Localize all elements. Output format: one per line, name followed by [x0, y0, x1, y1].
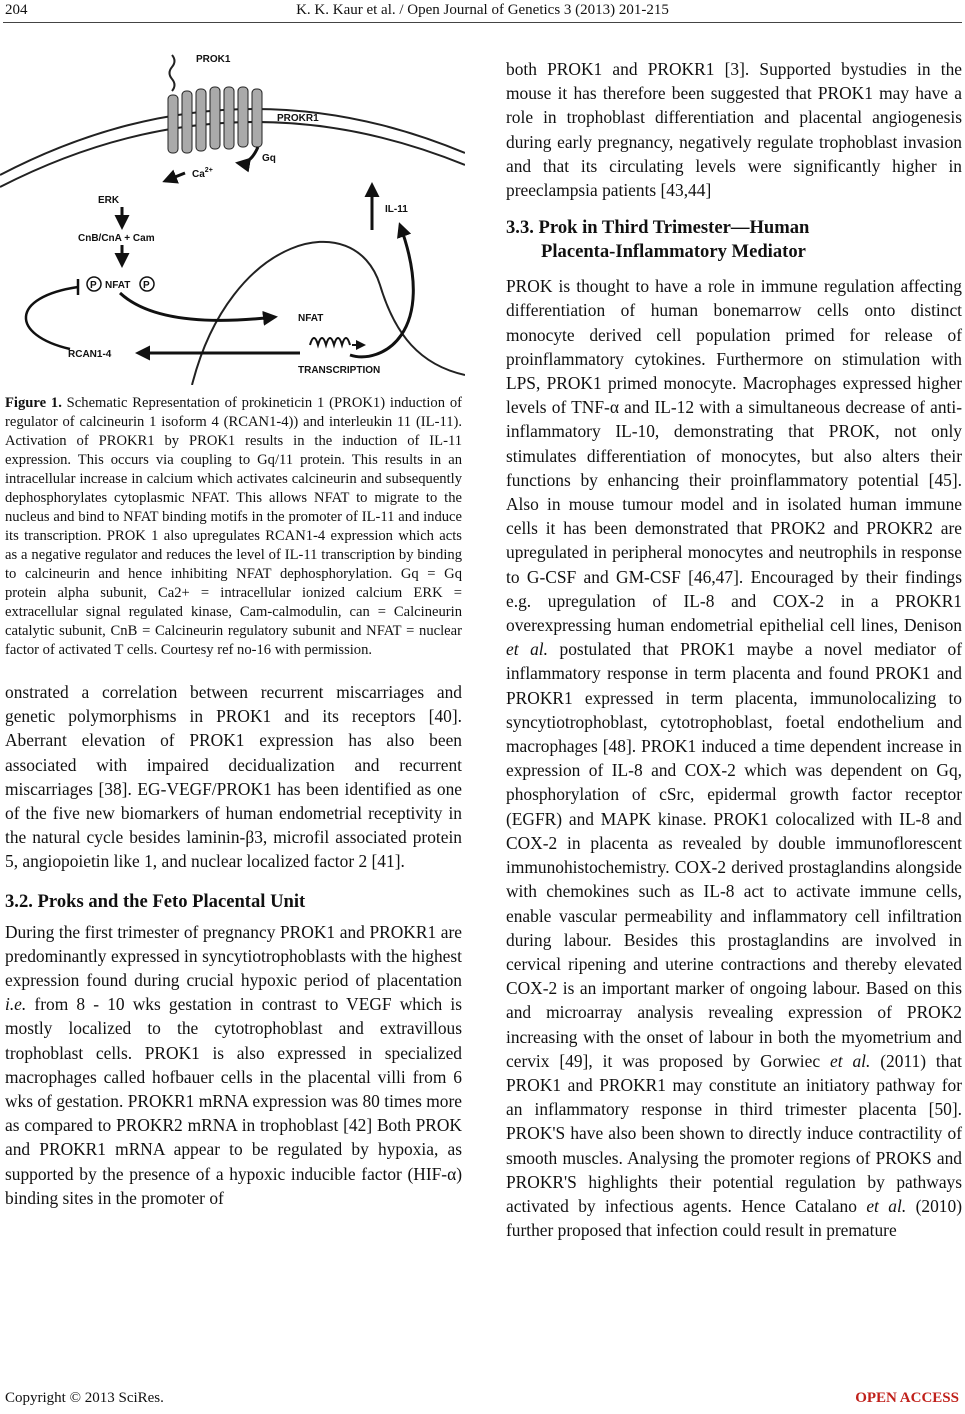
footer-copyright: Copyright © 2013 SciRes.: [5, 1390, 164, 1406]
label-ca: $Ca^{2+}$: [192, 167, 213, 180]
page-number: 204: [5, 2, 28, 18]
label-nfat-cytoplasm: NFAT: [105, 280, 131, 291]
label-rcan1-4: RCAN1-4: [68, 349, 112, 360]
gq-arrow: [238, 147, 258, 163]
label-cnb-cna-cam: CnB/CnA + Cam: [78, 233, 155, 244]
figure-1-schematic: [0, 35, 465, 385]
label-prokr1: PROKR1: [277, 113, 319, 124]
section-heading-3-3: 3.3. Prok in Third Trimester—Human Placenta-Inflammatory Mediator: [506, 217, 810, 263]
label-il11: IL-11: [385, 204, 408, 215]
figure-caption: [5, 394, 462, 660]
figure-caption-label: Figure 1.: [5, 395, 62, 411]
figure-caption-text: Schematic Representation of prokineticin 1 (PROK1) induction of regulator of calcineurin 1 isoform 4 (RCAN1-4)) and interleukin 11 (IL-11). Activation of PROKR1 by PROK1 results in the induction of IL-11 expression. This occurs via coupling to Gq/11 protein. This results in an intracellular increase in calcium which activates calcineurin and subsequently dephosphorylates cytoplasmic NFAT. This allows NFAT to migrate to the nucleus and bind to NFAT binding motifs in the promoter of IL-11 and induce its transcription. PROK 1 also upregulates RCAN1-4 expression which acts as a negative regulator and reduces the level of IL-11 transcription by binding to calcineurin and hence inhibiting NFAT dephosphorylation. Gq = Gq protein alpha subunit, Ca2+ = intracellular ionized calcium ERK = extracellular signal regulated kinase, Cam-calmodulin, can = Calcineurin catalytic subunit, CnB = Calcineurin regulatory subunit and NFAT = nuclear factor of activated T cells. Courtesy ref no-16 with permission.: [5, 395, 462, 658]
left-column: [5, 680, 462, 1210]
ca-arrow: [165, 173, 185, 181]
left-paragraph-2: During the first trimester of pregnancy PROK1 and PROKR1 are predominantly expressed in syncytiotrophoblasts with the highest expression found during crucial hypoxic period of placentation i.e. from 8 - 10 wks gestation in contrast to VEGF which is mostly localized to the cytotrophoblast and extravillous trophoblast cells. PROK1 is also expressed in specialized macrophages called hofbauer cells in the placental villi from 6 wks of gestation. PROKR1 mRNA expression was 80 times more as compared to PROKR2 mRNA in trophoblast [42] Both PROK and PROKR1 mRNA appear to be regulated by hypoxia, as supported by the presence of a hypoxic inducible factor (HIF-α) binding sites in the promoter of: [5, 921, 462, 1208]
prok1-ligand-icon: [170, 55, 175, 91]
right-paragraph-2: PROK is thought to have a role in immune regulation affecting differentiation of human bonemarrow cells onto distinct monocyte derived cell population primed for release of proinflammatory cytokines. Furthermore on stimulation with LPS, PROK1 primed monocyte. Macrophages expressed higher levels of TNF-α and IL-12 with a simultaneous decrease of anti-inflammatory IL-10, demonstrating that PROK, not only stimulates differentiation of monocytes, but also alters their functions by enhancing their proinflammatory potential [45]. Also in mouse tumour model and in isolated human immune cells it has been demonstrated that PROK2 and PROKR2 are upregulated in peripheral monocytes and neutrophils in response to G-CSF and GM-CSF [46,47]. Encouraged by their findings e.g. upregulation of IL-8 and COX-2 in a PROKR1 overexpressing human endometrial epithelial cell lines, Denison et al. postulated that PROK1 maybe a novel mediator of inflammatory response in term placenta and found PROK1 and PROKR1 expressed in term placenta, immunolocalizing to syncytiotrophoblast, cytotrophoblast, foetal endothelium and macrophages [48]. PROK1 induced a time dependent increase in expression of IL-8 and COX-2 which was dependent on Gq, phosphorylation of cSrc, epidermal growth factor receptor (EGFR) and MAPK kinase. PROK1 colocalized with IL-8 and COX-2 in placenta as revealed by double immunoflorescent immunohistochemistry. COX-2 derived prostaglandins alongside with chemokines such as IL-8 act to activate immune cells, enable vascular permeability and inflammatory cell infiltration during labour. Besides this prostaglandins are involved in cervical ripening and uterine contractions and thereby elevated COX-2 is an important marker of ongoing labour. Based on this and microarray analysis revealing expression of PROK2 increasing with the onset of labour in both the myometrium and cervix [49], it was proposed by Gorwiec et al. (2011) that PROK1 and PROKR1 may constitute an initiatory pathway for an inflammatory response in third trimester placenta [50]. PROK'S have also been shown to directly induce contractility of smooth muscles. Analysing the promoter regions of PROKS and PROKR'S highlights their potential regulation by pathways activated by infectious agents. Hence Catalano et al. (2010) further proposed that infection could result in premature: [506, 276, 962, 1241]
label-transcription: TRANSCRIPTION: [298, 365, 381, 376]
nuclear-membrane: [192, 242, 465, 385]
header-rule: [3, 22, 962, 23]
label-p-right: P: [143, 280, 150, 291]
running-title: K. K. Kaur et al. / Open Journal of Genetics 3 (2013) 201-215: [296, 2, 669, 18]
right-paragraph-1: both PROK1 and PROKR1 [3]. Supported bystudies in the mouse it has therefore been suggested that PROK1 may have a role in trophoblast differentiation and placental angiogenesis during early pregnancy, negatively regulate trophoblast invasion and that its circulating levels were significantly higher in preeclampsia patients [43,44]: [506, 59, 962, 201]
section-heading-3-2: 3.2. Proks and the Feto Placental Unit: [5, 890, 306, 912]
label-p-left: P: [90, 280, 97, 291]
label-prok1: PROK1: [196, 54, 231, 65]
right-column: [506, 57, 962, 1242]
footer-open-access: OPEN ACCESS: [855, 1390, 959, 1406]
prokr1-receptor-icon: [168, 87, 262, 153]
dna-icon: [310, 338, 350, 345]
label-nfat-nucleus: NFAT: [298, 313, 324, 324]
label-erk: ERK: [98, 195, 120, 206]
rcan-inhibition-line: [26, 287, 78, 349]
label-gq: Gq: [262, 153, 276, 164]
left-paragraph-1: onstrated a correlation between recurrent miscarriages and genetic polymorphisms in PROK1 and its receptors [40]. Aberrant elevation of PROK1 expression has also been associated with impaired decidualization and recurrent miscarriages [38]. EG-VEGF/PROK1 has been identified as one of the five new biomarkers of human endometrial receptivity in the natural cycle besides laminin-β3, microfil associated protein 5, angiopoietin like 1, and nuclear localized factor 2 [41].: [5, 682, 462, 872]
nfat-translocation-arrow: [120, 293, 275, 320]
